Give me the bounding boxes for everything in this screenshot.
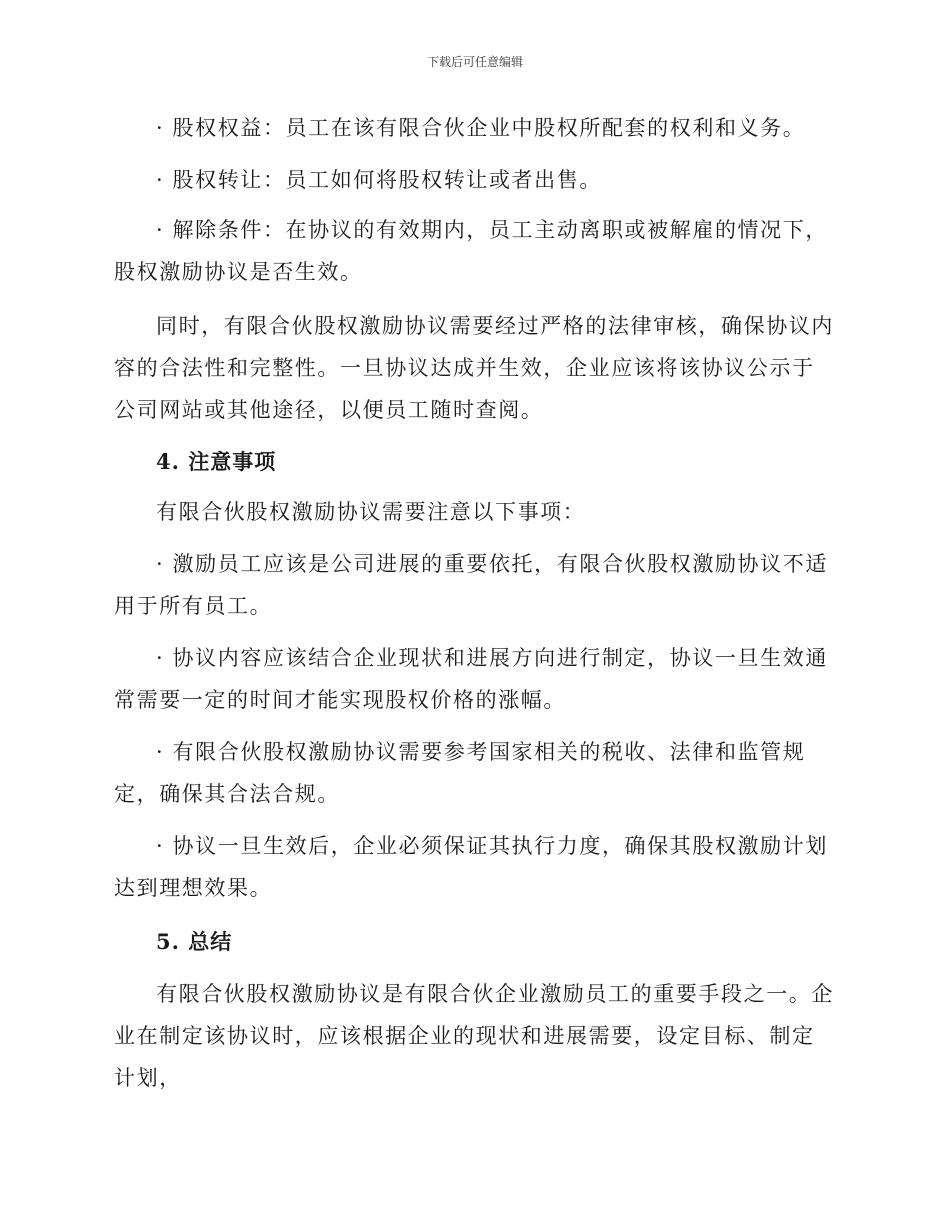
section-heading-notes: 4. 注意事项	[156, 449, 277, 474]
paragraph-note-2: · 协议内容应该结合企业现状和进展方向进行制定，协议一旦生效通常需要一定的时间才能实现股权价格的涨幅。	[114, 646, 828, 712]
paragraph-note-1: · 激励员工应该是公司进展的重要依托，有限合伙股权激励协议不适用于所有员工。	[114, 552, 828, 618]
paragraph-legal-review: 同时，有限合伙股权激励协议需要经过严格的法律审核，确保协议内容的合法性和完整性。一旦协议达成并生效，企业应该将该协议公示于公司网站或其他途径，以便员工随时查阅。	[114, 314, 834, 422]
paragraph-summary: 有限合伙股权激励协议是有限合伙企业激励员工的重要手段之一。企业在制定该协议时，应该根据企业的现状和进展需要，设定目标、制定计划，	[114, 982, 834, 1090]
paragraph-equity-transfer: · 股权转让：员工如何将股权转让或者出售。	[156, 168, 602, 192]
paragraph-note-4: · 协议一旦生效后，企业必须保证其执行力度，确保其股权激励计划达到理想效果。	[114, 834, 828, 900]
paragraph-equity-rights: · 股权权益：员工在该有限合伙企业中股权所配套的权利和义务。	[156, 116, 806, 140]
page-header: 下载后可任意编辑	[426, 55, 523, 69]
paragraph-termination-conditions: · 解除条件：在协议的有效期内，员工主动离职或被解雇的情况下，股权激励协议是否生效。	[114, 218, 828, 284]
paragraph-note-3: · 有限合伙股权激励协议需要参考国家相关的税收、法律和监管规定，确保其合法合规。	[114, 740, 806, 806]
section-heading-summary: 5. 总结	[156, 929, 233, 954]
paragraph-notes-intro: 有限合伙股权激励协议需要注意以下事项：	[156, 500, 586, 524]
